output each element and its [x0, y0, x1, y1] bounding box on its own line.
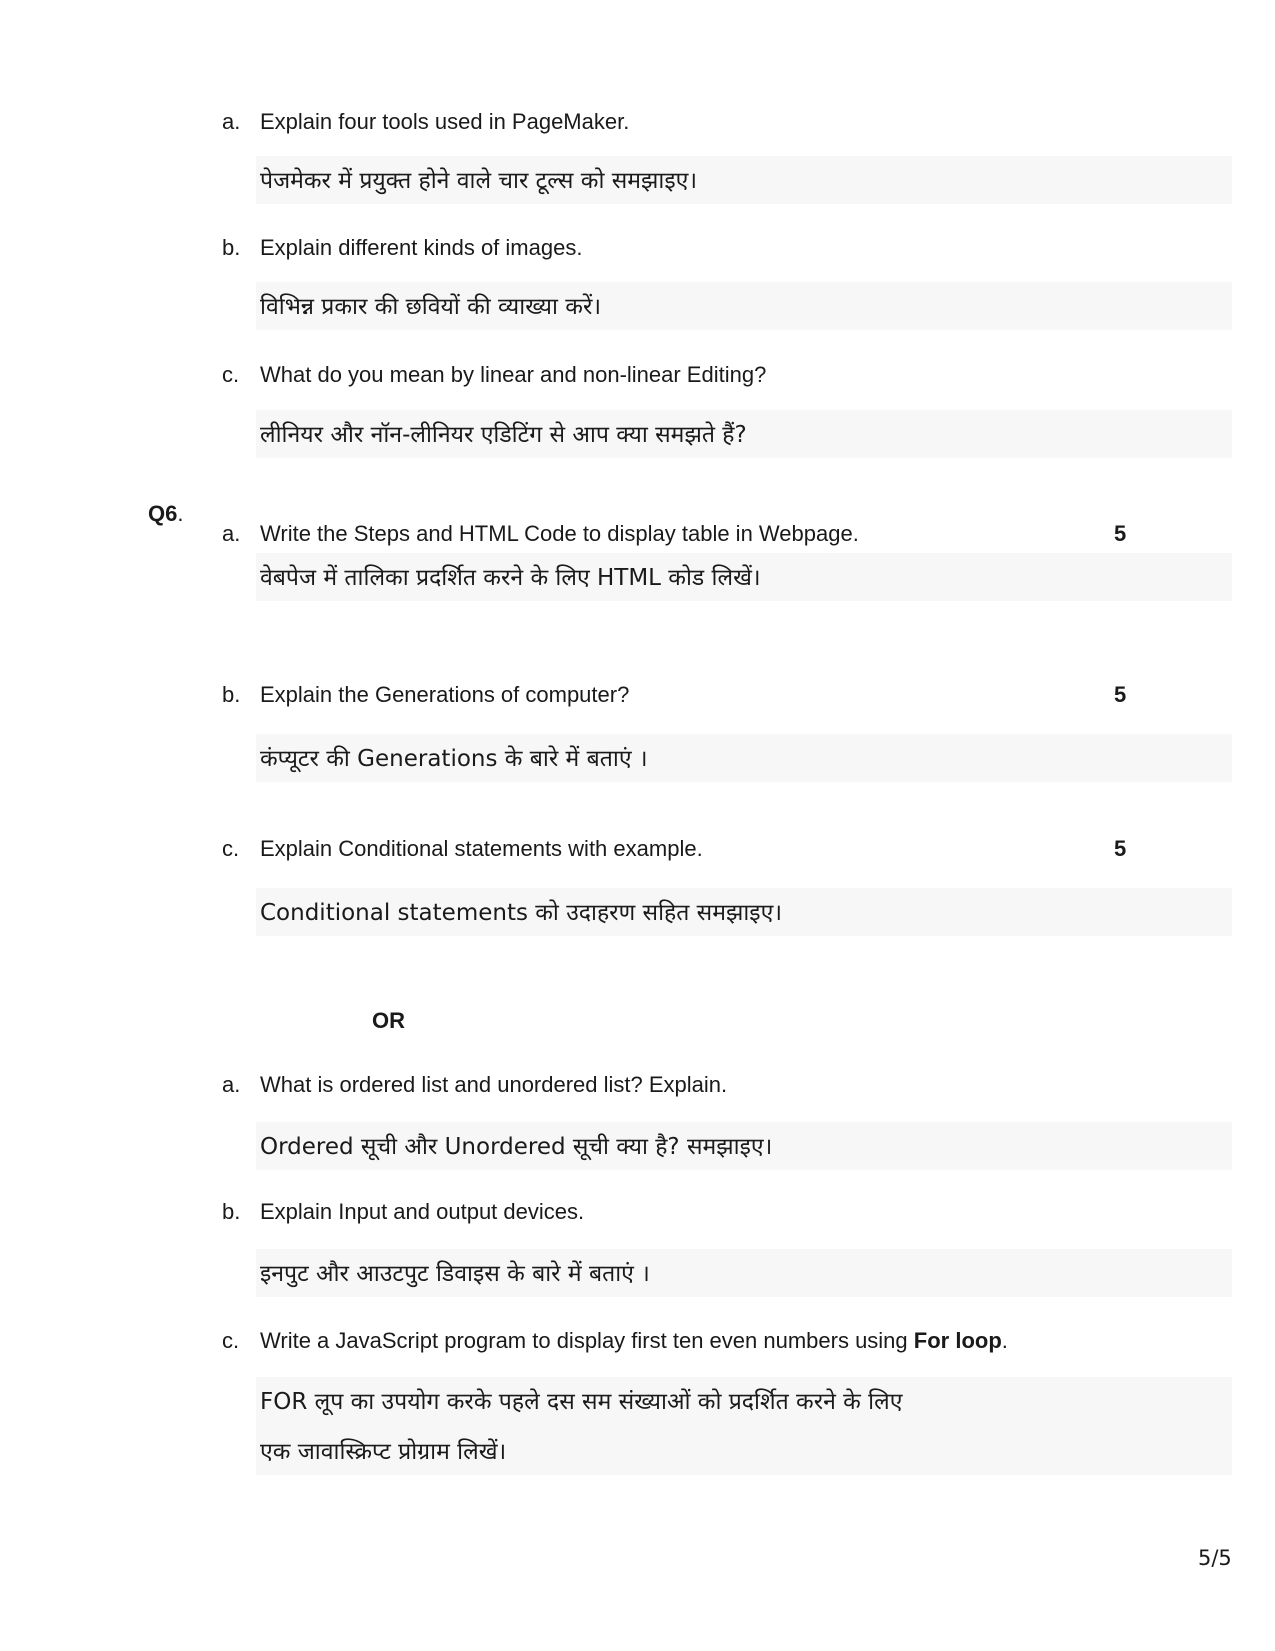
or-separator: OR [372, 1008, 405, 1033]
hindi-translation: लीनियर और नॉन-लीनियर एडिटिंग से आप क्या समझते हैं? [256, 410, 1232, 458]
question-number-label: Q6 [148, 501, 178, 526]
hindi-translation: वेबपेज में तालिका प्रदर्शित करने के लिए HTML कोड लिखें। [256, 553, 1232, 601]
question-letter: a. [222, 1072, 241, 1097]
question-item [222, 681, 629, 709]
marks-label: 5 [1114, 521, 1127, 546]
question-item [222, 520, 859, 548]
question-item [222, 1327, 1008, 1355]
hindi-translation: पेजमेकर में प्रयुक्त होने वाले चार टूल्स को समझाइए। [256, 156, 1232, 204]
question-item [222, 835, 703, 863]
question-letter: b. [222, 1199, 241, 1224]
question-text: Explain different kinds of images. [260, 235, 583, 260]
question-text: Explain Input and output devices. [260, 1199, 585, 1224]
question-item [222, 234, 582, 262]
marks-label: 5 [1114, 682, 1127, 707]
marks-label: 5 [1114, 836, 1127, 861]
question-letter: b. [222, 235, 241, 260]
question-text: What is ordered list and unordered list? Explain. [260, 1072, 728, 1097]
question-text: Explain Conditional statements with example. [260, 836, 703, 861]
hindi-translation-line: FOR लूप का उपयोग करके पहले दस सम संख्याओं को प्रदर्शित करने के लिए [260, 1389, 903, 1415]
hindi-translation: इनपुट और आउटपुट डिवाइस के बारे में बताएं । [256, 1249, 1232, 1297]
hindi-translation-line: एक जावास्क्रिप्ट प्रोग्राम लिखें। [260, 1439, 507, 1465]
question-letter: c. [222, 1328, 240, 1353]
hindi-translation: कंप्यूटर की Generations के बारे में बताएं । [256, 734, 1232, 782]
hindi-translation: Ordered सूची और Unordered सूची क्या है? समझाइए। [256, 1122, 1232, 1170]
question-text: Explain four tools used in PageMaker. [260, 109, 630, 134]
hindi-translation [256, 1377, 1232, 1475]
question-text: Write a JavaScript program to display first ten even numbers using [260, 1328, 914, 1353]
page-number: 5/5 [1198, 1546, 1232, 1570]
question-letter: c. [222, 836, 240, 861]
question-letter: c. [222, 362, 240, 387]
question-text: Explain the Generations of computer? [260, 682, 630, 707]
hindi-translation: Conditional statements को उदाहरण सहित समझाइए। [256, 888, 1232, 936]
question-letter: a. [222, 109, 241, 134]
question-item [222, 108, 629, 136]
question-text: Write the Steps and HTML Code to display table in Webpage. [260, 521, 859, 546]
question-letter: a. [222, 521, 241, 546]
question-number [148, 500, 183, 528]
question-item [222, 1198, 584, 1226]
question-number-suffix: . [177, 501, 184, 526]
hindi-translation: विभिन्न प्रकार की छवियों की व्याख्या करें। [256, 282, 1232, 330]
question-item [222, 1071, 727, 1099]
question-text-end: . [1001, 1328, 1008, 1353]
question-letter: b. [222, 682, 241, 707]
question-text-bold: For loop [913, 1328, 1002, 1353]
question-text: What do you mean by linear and non-linear Editing? [260, 362, 767, 387]
question-item [222, 361, 766, 389]
